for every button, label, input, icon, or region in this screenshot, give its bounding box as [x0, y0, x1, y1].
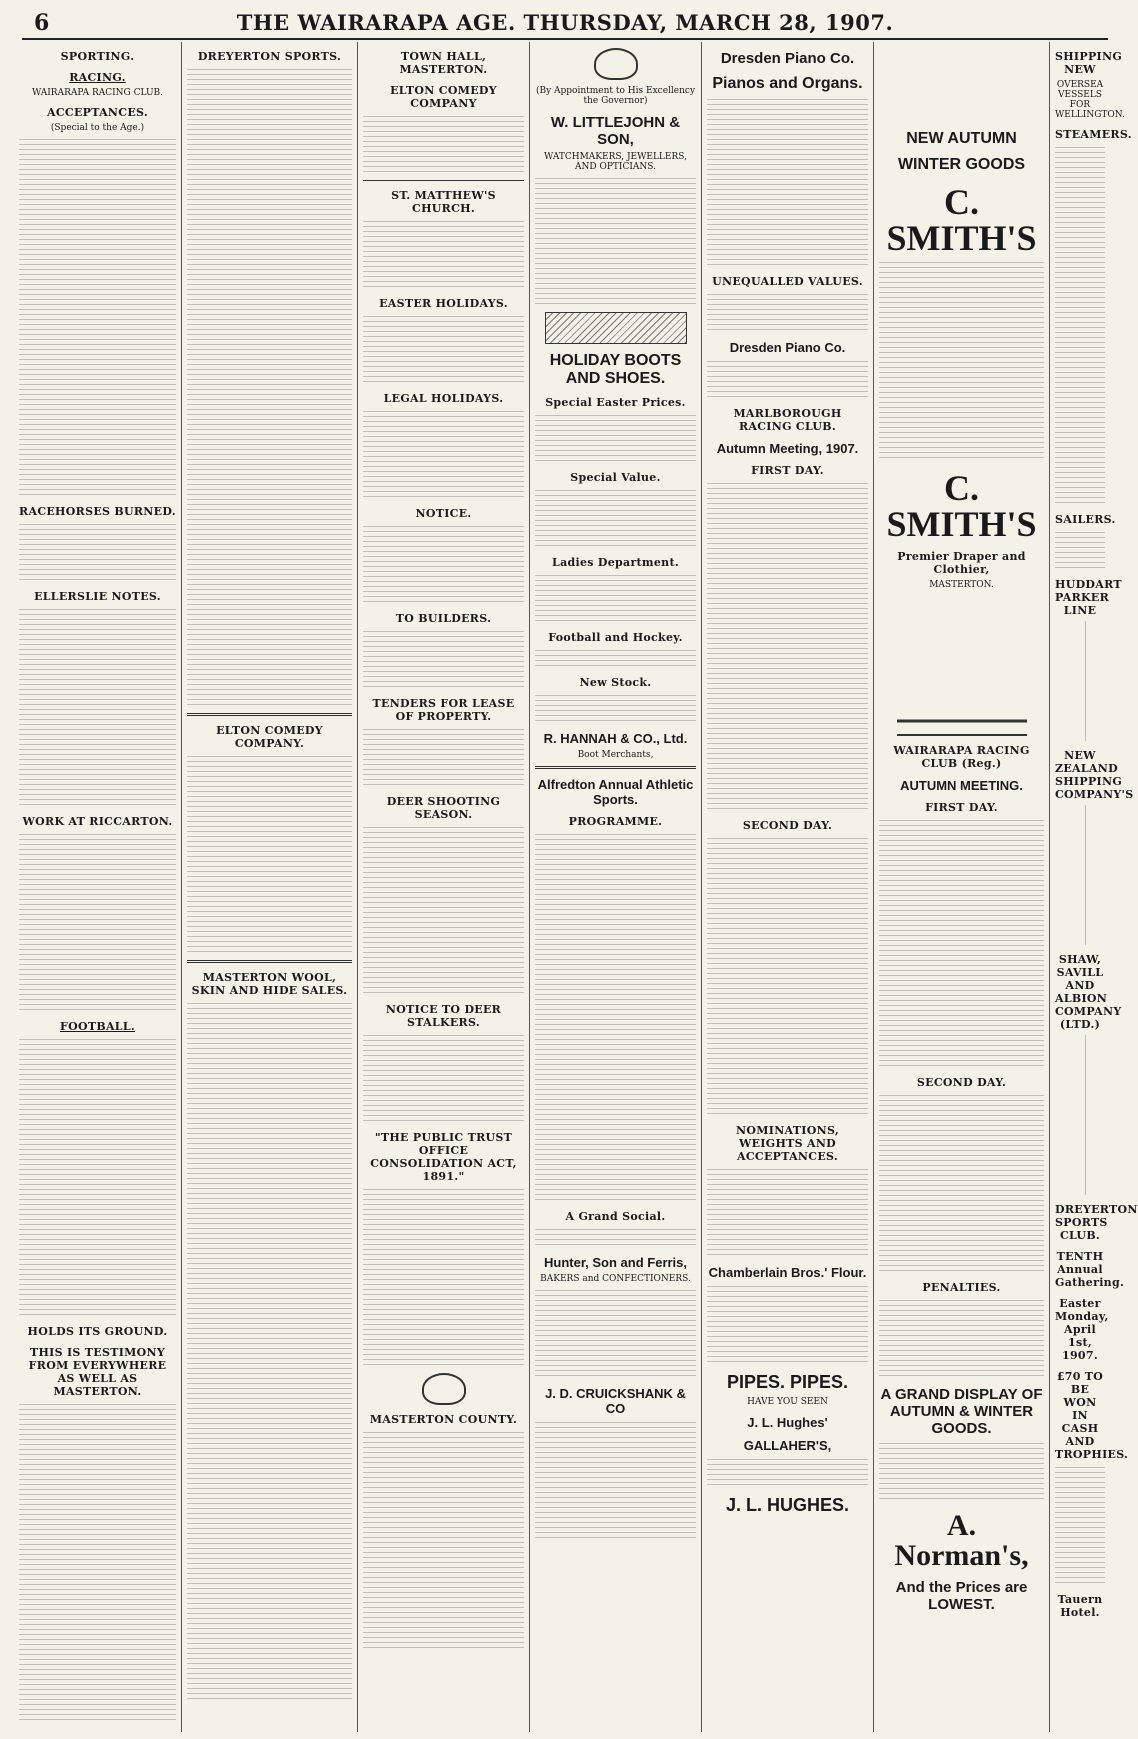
bakers-line: BAKERS and CONFECTIONERS.: [540, 1274, 691, 1284]
advert-body: [707, 359, 868, 399]
ladies-heading: Ladies Department.: [552, 556, 679, 569]
column-6: [874, 42, 1050, 1732]
tenders-heading: TENDERS FOR LEASE OF PROPERTY.: [372, 697, 515, 723]
article-body: [19, 607, 176, 807]
town-hall-heading: TOWN HALL, MASTERTON.: [399, 50, 488, 76]
holiday-boots-heading: HOLIDAY BOOTS AND SHOES.: [549, 352, 682, 387]
oversea-line: OVERSEA VESSELS FOR WELLINGTON.: [1055, 80, 1125, 120]
annual-gathering-heading: TENTH Annual Gathering.: [1055, 1250, 1125, 1289]
prices-lowest-heading: And the Prices are LOWEST.: [895, 1579, 1028, 1613]
elton-comedy-heading: ELTON COMEDY COMPANY: [390, 84, 497, 110]
dresden-heading: Dresden Piano Co.: [720, 50, 855, 67]
masterton-county-heading: MASTERTON COUNTY.: [369, 1413, 518, 1426]
advert-body: [535, 1288, 696, 1378]
advert-body: [363, 219, 524, 289]
advert-body: [535, 488, 696, 548]
article-body: [187, 67, 352, 707]
littlejohn-heading: W. LITTLEJOHN & SON,: [550, 114, 681, 148]
hunter-heading: Hunter, Son and Ferris,: [543, 1255, 688, 1270]
tauero-hotel-heading: Tauern Hotel.: [1057, 1593, 1103, 1619]
have-you-seen-line: HAVE YOU SEEN: [747, 1397, 828, 1407]
masthead: [22, 8, 1108, 40]
divider: [363, 180, 524, 181]
chamberlain-heading: Chamberlain Bros.' Flour.: [708, 1265, 867, 1280]
cruickshank-heading: J. D. CRUICKSHANK & CO: [545, 1386, 686, 1416]
advert-body: [707, 1457, 868, 1487]
notice-heading: NOTICE.: [415, 507, 472, 520]
riccarton-heading: WORK AT RICCARTON.: [22, 815, 173, 828]
club-heading: WAIRARAPA RACING CLUB.: [31, 88, 164, 98]
advert-body: [879, 1093, 1044, 1273]
new-autumn-heading: NEW AUTUMN: [906, 130, 1017, 147]
boot-merchants-line: Boot Merchants,: [577, 750, 654, 760]
boots-banner: [545, 312, 687, 344]
advert-body: [879, 1441, 1044, 1501]
hannah-heading: R. HANNAH & CO., Ltd.: [543, 731, 688, 746]
advert-body: [535, 413, 696, 463]
advert-body: [707, 97, 868, 267]
advert-body: [879, 1298, 1044, 1378]
advert-body: [535, 832, 696, 1202]
article-body: [187, 1001, 352, 1701]
advert-body: [707, 481, 868, 811]
prizes-line: £70 TO BE WON IN CASH AND TROPHIES.: [1055, 1370, 1129, 1461]
divider: [187, 713, 352, 716]
article-body: [19, 522, 176, 582]
acceptances-heading: ACCEPTANCES.: [47, 106, 148, 119]
advert-body: [707, 836, 868, 1116]
column-4: [530, 42, 702, 1732]
advert-body: [363, 409, 524, 499]
racehorse-banner: [897, 708, 1027, 736]
advert-body: [363, 1033, 524, 1123]
advert-body: [1055, 1465, 1105, 1585]
gallaher-heading: GALLAHER'S,: [743, 1438, 832, 1453]
ellerslie-heading: ELLERSLIE NOTES.: [34, 590, 161, 603]
grand-display-heading: A GRAND DISPLAY OF AUTUMN & WINTER GOODS.: [880, 1386, 1043, 1437]
shipping-new-heading: SHIPPING NEW: [1055, 50, 1123, 76]
column-5: [702, 42, 874, 1732]
advert-body: [535, 1227, 696, 1247]
marlborough-heading: MARLBOROUGH RACING CLUB.: [733, 407, 842, 433]
advert-body: [363, 314, 524, 384]
normans-heading: A. Norman's,: [894, 1509, 1029, 1572]
testimony-heading: THIS IS TESTIMONY FROM EVERYWHERE AS WELL AS MASTERTON.: [28, 1346, 167, 1398]
premier-draper-line: Premier Draper and Clothier,: [897, 550, 1026, 576]
football-hockey-heading: Football and Hockey.: [548, 631, 683, 644]
masterton-line: MASTERTON.: [929, 580, 994, 590]
advert-body: [363, 727, 524, 787]
advert-body: [363, 825, 524, 995]
watchmakers-line: WATCHMAKERS, JEWELLERS, AND OPTICIANS.: [544, 152, 687, 172]
easter-monday-line: Easter Monday, April 1st, 1907.: [1055, 1297, 1109, 1362]
unequalled-heading: UNEQUALLED VALUES.: [712, 275, 863, 288]
advert-body: [879, 260, 1044, 460]
column-2: [182, 42, 358, 1732]
racing-heading: RACING.: [69, 71, 126, 84]
column-7: [1050, 42, 1138, 1732]
advert-body: [363, 114, 524, 174]
sailing-table: [1055, 1035, 1105, 1195]
huddart-heading: HUDDART PARKER LINE: [1055, 578, 1122, 617]
pianos-organs-heading: Pianos and Organs.: [712, 75, 863, 92]
divider: [187, 960, 352, 963]
column-3: [358, 42, 530, 1732]
shaw-savill-heading: SHAW, SAVILL AND ALBION COMPANY (LTD.): [1055, 953, 1122, 1031]
shipping-list: [1055, 530, 1105, 570]
special-prices-heading: Special Easter Prices.: [545, 396, 686, 409]
article-body: [19, 832, 176, 1012]
nz-shipping-heading: NEW ZEALAND SHIPPING COMPANY'S: [1055, 749, 1134, 801]
easter-holidays-heading: EASTER HOLIDAYS.: [379, 297, 508, 310]
sailing-table: [1055, 621, 1105, 741]
public-trust-heading: "THE PUBLIC TRUST OFFICE CONSOLIDATION ACT, 1891.": [370, 1131, 517, 1183]
page-number: 6: [34, 10, 50, 36]
wairarapa-racing-heading: WAIRARAPA RACING CLUB (Reg.): [893, 744, 1030, 770]
hughes-heading: J. L. Hughes': [747, 1415, 828, 1430]
sailing-table: [1055, 805, 1105, 945]
smiths-heading: C. SMITH'S: [886, 182, 1037, 258]
dreyerton-club-heading: DREYERTON SPORTS CLUB.: [1055, 1203, 1138, 1242]
sailers-heading: SAILERS.: [1055, 513, 1116, 526]
first-day-heading: FIRST DAY.: [751, 464, 824, 477]
autumn-meeting-heading: AUTUMN MEETING.: [900, 778, 1023, 793]
article-body: [187, 754, 352, 954]
advert-body: [535, 176, 696, 306]
article-body: [19, 137, 176, 497]
racehorses-heading: RACEHORSES BURNED.: [19, 505, 176, 518]
advert-body: [707, 292, 868, 332]
autumn-meeting-heading: Autumn Meeting, 1907.: [716, 441, 859, 456]
alfredton-heading: Alfredton Annual Athletic Sports.: [537, 777, 694, 807]
royal-crest: [594, 48, 638, 80]
article-body: [19, 1037, 176, 1317]
pipes-heading: PIPES. PIPES.: [726, 1372, 849, 1392]
sporting-heading: SPORTING.: [60, 50, 135, 63]
appointment-line: (By Appointment to His Excellency the Governor): [535, 86, 696, 106]
advert-body: [363, 1430, 524, 1650]
advert-body: [879, 818, 1044, 1068]
steamers-heading: STEAMERS.: [1055, 128, 1132, 141]
advert-body: [535, 693, 696, 723]
st-matthews-heading: ST. MATTHEW'S CHURCH.: [391, 189, 496, 215]
article-body: [19, 1402, 176, 1722]
second-day-heading: SECOND DAY.: [916, 1076, 1007, 1089]
nominations-heading: NOMINATIONS, WEIGHTS AND ACCEPTANCES.: [736, 1124, 839, 1163]
dresden-heading-2: Dresden Piano Co.: [729, 340, 846, 355]
football-heading: FOOTBALL.: [60, 1020, 135, 1033]
holds-ground-heading: HOLDS ITS GROUND.: [27, 1325, 168, 1338]
winter-goods-heading: WINTER GOODS: [897, 156, 1026, 173]
smiths-heading-2: C. SMITH'S: [886, 468, 1037, 544]
hughes-signature: J. L. HUGHES.: [725, 1495, 850, 1515]
wool-sales-heading: MASTERTON WOOL, SKIN AND HIDE SALES.: [191, 971, 348, 997]
legal-holidays-heading: LEGAL HOLIDAYS.: [383, 392, 504, 405]
new-stock-heading: New Stock.: [579, 676, 652, 689]
grand-social-heading: A Grand Social.: [565, 1210, 666, 1223]
dreyerton-heading: DREYERTON SPORTS.: [197, 50, 342, 63]
advert-body: [535, 648, 696, 668]
penalties-heading: PENALTIES.: [922, 1281, 1001, 1294]
second-day-heading: SECOND DAY.: [742, 819, 833, 832]
advert-body: [535, 573, 696, 623]
newspaper-title: THE WAIRARAPA AGE. THURSDAY, MARCH 28, 1907.: [236, 10, 894, 35]
advert-body: [363, 629, 524, 689]
programme-heading: PROGRAMME.: [568, 815, 663, 828]
shipping-list: [1055, 145, 1105, 505]
divider: [535, 766, 696, 769]
deer-stalkers-heading: NOTICE TO DEER STALKERS.: [385, 1003, 502, 1029]
comedy-heading: ELTON COMEDY COMPANY.: [216, 724, 323, 750]
builders-heading: TO BUILDERS.: [395, 612, 492, 625]
advert-body: [707, 1167, 868, 1257]
deer-season-heading: DEER SHOOTING SEASON.: [386, 795, 501, 821]
advert-body: [363, 524, 524, 604]
advert-body: [363, 1187, 524, 1367]
column-1: [14, 42, 182, 1732]
advert-body: [535, 1420, 696, 1540]
special-value-heading: Special Value.: [570, 471, 661, 484]
advert-body: [707, 1284, 868, 1364]
first-day-heading: FIRST DAY.: [925, 801, 998, 814]
special-byline: (Special to the Age.): [50, 123, 145, 133]
county-crest: [422, 1373, 466, 1405]
